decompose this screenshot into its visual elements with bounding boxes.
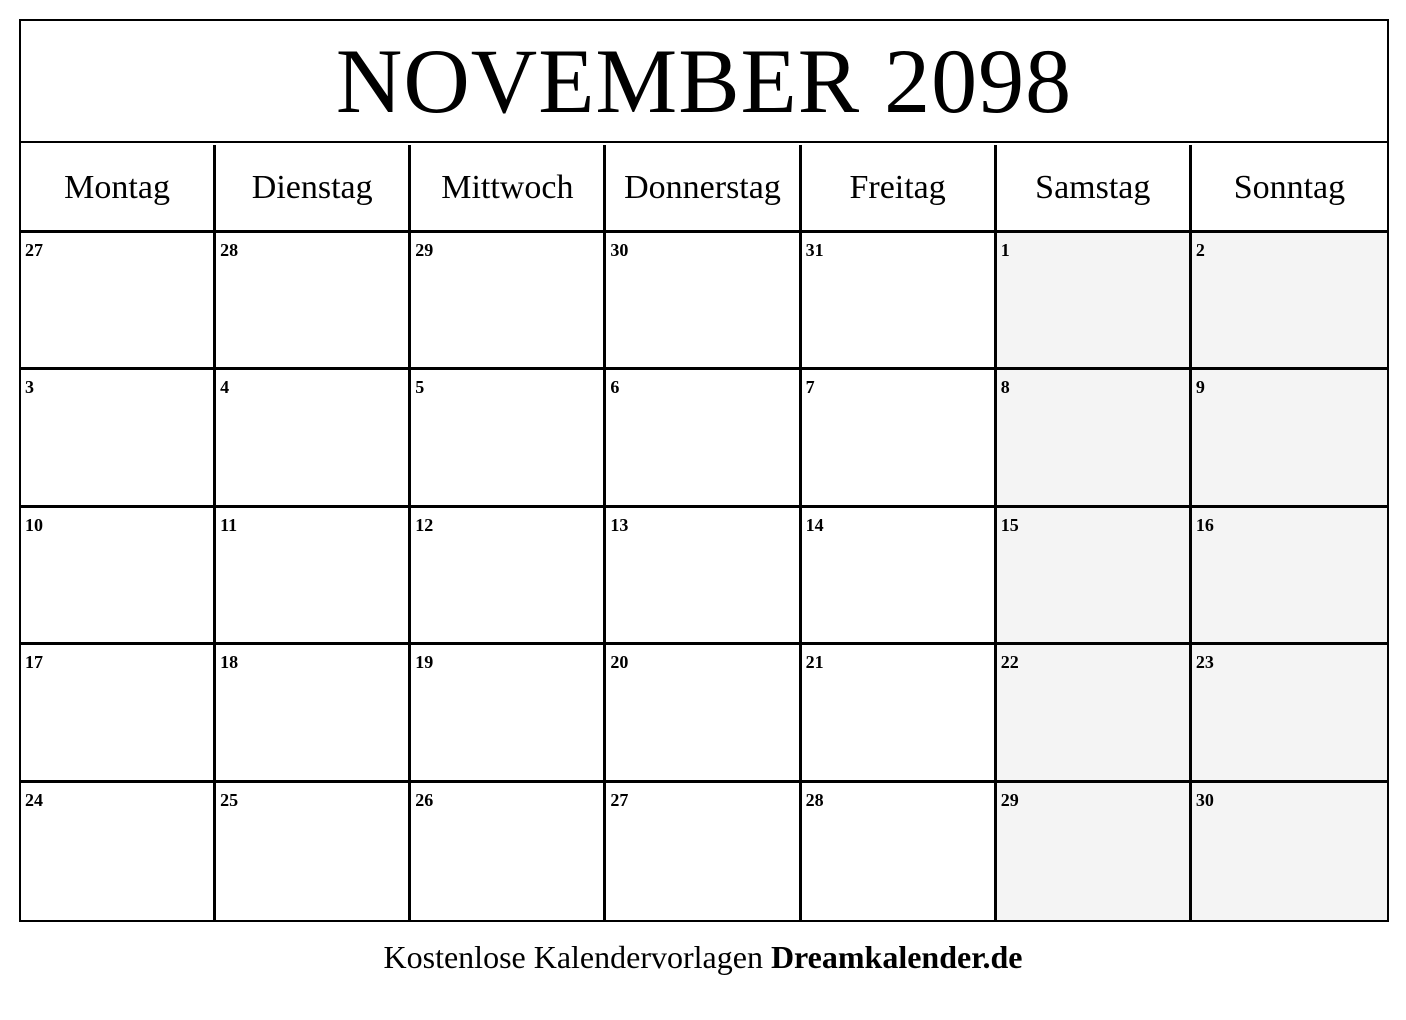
day-number: 7 (805, 377, 815, 398)
title-row (21, 21, 1387, 143)
day-cell[interactable] (216, 370, 411, 504)
day-cell[interactable] (997, 233, 1192, 367)
week-row (21, 370, 1387, 507)
day-cell[interactable] (1192, 783, 1387, 920)
day-number: 19 (415, 652, 434, 673)
weeks-grid (21, 233, 1387, 920)
day-number: 16 (1195, 514, 1214, 535)
day-cell[interactable] (21, 645, 216, 779)
day-number: 10 (25, 514, 43, 535)
calendar (19, 19, 1389, 922)
day-number: 8 (1000, 377, 1010, 398)
day-number: 11 (220, 514, 238, 535)
day-number: 9 (1195, 377, 1205, 398)
day-number: 30 (1195, 789, 1214, 810)
weekday-header: Sonntag (1233, 168, 1346, 206)
weekday-header: Donnerstag (606, 145, 801, 230)
day-number: 15 (1000, 514, 1019, 535)
day-number: 12 (415, 514, 434, 535)
day-number: 29 (415, 240, 434, 260)
day-cell[interactable] (802, 370, 997, 504)
day-cell[interactable] (411, 233, 606, 367)
day-number: 28 (805, 789, 824, 810)
day-cell[interactable] (606, 233, 801, 367)
day-cell[interactable] (802, 783, 997, 920)
day-cell[interactable] (216, 508, 411, 642)
day-number: 24 (25, 789, 43, 810)
day-cell[interactable] (606, 508, 801, 642)
day-number: 29 (1000, 789, 1019, 810)
day-number: 6 (610, 377, 620, 398)
weekday-header: Freitag (802, 145, 997, 230)
calendar-title: NOVEMBER 2098 (335, 30, 1073, 132)
footer-brand: Dreamkalender.de (770, 939, 1023, 975)
day-number: 21 (805, 652, 824, 673)
day-cell[interactable] (997, 645, 1192, 779)
week-row (21, 645, 1387, 782)
day-number: 3 (25, 377, 34, 398)
day-number: 20 (610, 652, 629, 673)
day-number: 27 (610, 789, 629, 810)
day-number: 17 (25, 652, 43, 673)
day-number: 30 (610, 240, 629, 260)
day-cell[interactable] (802, 645, 997, 779)
week-row (21, 783, 1387, 920)
day-cell[interactable] (411, 645, 606, 779)
day-number: 25 (220, 789, 239, 810)
day-number: 4 (220, 377, 230, 398)
day-cell[interactable] (606, 783, 801, 920)
day-cell[interactable] (606, 645, 801, 779)
day-cell[interactable] (216, 783, 411, 920)
day-cell[interactable] (411, 508, 606, 642)
day-number: 31 (805, 240, 824, 260)
day-cell[interactable] (411, 783, 606, 920)
day-number: 18 (220, 652, 239, 673)
day-number: 5 (415, 377, 425, 398)
day-cell[interactable] (802, 508, 997, 642)
weekday-header: Dienstag (216, 145, 411, 230)
weekday-header: Montag (21, 145, 216, 230)
weekday-header: Samstag (997, 145, 1192, 230)
day-cell[interactable] (1192, 645, 1387, 779)
day-cell[interactable] (1192, 508, 1387, 642)
day-number: 27 (25, 240, 43, 260)
day-cell[interactable] (1192, 233, 1387, 367)
footer-text: Kostenlose Kalendervorlagen (383, 939, 763, 975)
day-number: 23 (1195, 652, 1214, 673)
weekday-header-row (21, 145, 1387, 233)
day-number: 13 (610, 514, 629, 535)
weekday-header: Mittwoch (411, 145, 606, 230)
day-number: 22 (1000, 652, 1019, 673)
day-number: 1 (1000, 240, 1010, 260)
week-row (21, 508, 1387, 645)
day-cell[interactable] (21, 370, 216, 504)
day-cell[interactable] (21, 233, 216, 367)
week-row (21, 233, 1387, 370)
day-cell[interactable] (1192, 370, 1387, 504)
day-cell[interactable] (606, 370, 801, 504)
day-number: 14 (805, 514, 824, 535)
day-cell[interactable] (997, 370, 1192, 504)
footer (0, 938, 1406, 976)
day-cell[interactable] (21, 783, 216, 920)
day-number: 2 (1195, 240, 1205, 260)
day-cell[interactable] (216, 233, 411, 367)
day-cell[interactable] (802, 233, 997, 367)
day-cell[interactable] (411, 370, 606, 504)
day-cell[interactable] (997, 783, 1192, 920)
day-cell[interactable] (216, 645, 411, 779)
day-number: 26 (415, 789, 434, 810)
day-cell[interactable] (21, 508, 216, 642)
day-number: 28 (220, 240, 239, 260)
day-cell[interactable] (997, 508, 1192, 642)
